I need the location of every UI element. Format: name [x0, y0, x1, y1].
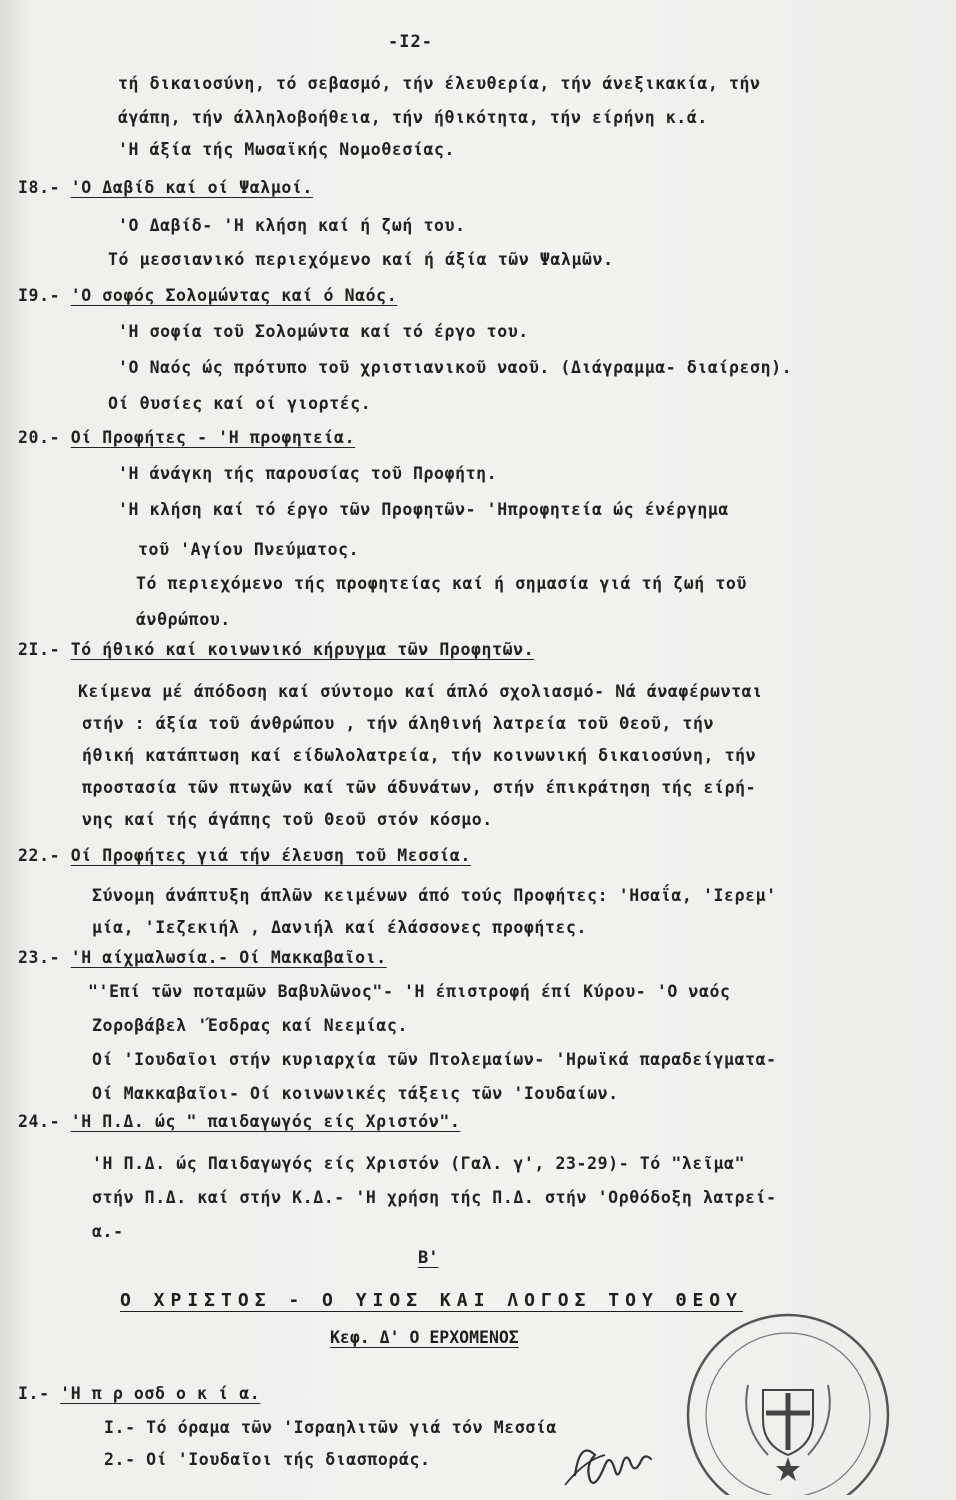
text-line: Τό περιεχόμενο τής προφητείας καί ή σημασία γιά τή ζωή τοῦ: [136, 574, 747, 593]
official-seal: [668, 1305, 938, 1495]
text-line: Ζοροβάβελ 'Έσδρας καί Νεεμίας.: [92, 1016, 409, 1035]
text-line: 'Η άξία τής Μωσαϊκής Νομοθεσίας.: [118, 140, 456, 159]
text-line: άγάπη, τήν άλληλοβοήθεια, τήν ήθικότητα, τήν είρήνη κ.ά.: [118, 108, 708, 127]
text-line: 2.- Οί 'Ιουδαῖοι τής διασποράς.: [104, 1450, 431, 1469]
section-heading-19: I9.- 'Ο σοφός Σολομώντας καί ό Ναός.: [18, 286, 398, 305]
text-line: νης καί τής άγάπης τοῦ Θεοῦ στόν κόσμο.: [82, 810, 493, 829]
section-b-heading: Β': [418, 1248, 439, 1268]
section-heading-18: I8.- 'Ο Δαβίδ καί οί Ψαλμοί.: [18, 178, 313, 197]
text-line: 'Ο Ναός ώς πρότυπο τοῦ χριστιανικοῦ ναοῦ. (Διάγραμμα- διαίρεση).: [118, 358, 793, 377]
text-line: τοῦ 'Αγίου Πνεύματος.: [138, 540, 360, 559]
section-heading-22: 22.- Οί Προφήτες γιά τήν έλευση τοῦ Μεσσία.: [18, 846, 471, 865]
text-line: άνθρώπου.: [136, 610, 231, 629]
section-heading-21: 2I.- Τό ήθικό καί κοινωνικό κήρυγμα τῶν Προφητῶν.: [18, 640, 535, 659]
subsection-heading-1: I.- 'Η π ρ οσδ ο κ ί α.: [18, 1384, 261, 1403]
coat-of-arms-icon: [746, 1385, 830, 1455]
text-line: 'Η Π.Δ. ώς Παιδαγωγός είς Χριστόν (Γαλ. γ', 23-29)- Τό "λεῖμα": [92, 1154, 746, 1173]
text-line: ήθική κατάπτωση καί είδωλολατρεία, τήν κοινωνική δικαιοσύνη, τήν: [82, 746, 757, 765]
text-line: μία, 'Ιεζεκιήλ , Δανιήλ καί έλάσσονες προφήτες.: [92, 918, 588, 937]
text-line: Οί Μακκαβαῖοι- Οί κοινωνικές τάξεις τῶν 'Ιουδαίων.: [92, 1084, 619, 1103]
text-line: 'Ο Δαβίδ- 'Η κλήση καί ή ζωή του.: [118, 216, 466, 235]
signature: [555, 1430, 665, 1500]
section-heading-23: 23.- 'Η αίχμαλωσία.- Οί Μακκαβαῖοι.: [18, 948, 387, 967]
section-heading-24: 24.- 'Η Π.Δ. ώς " παιδαγωγός είς Χριστόν".: [18, 1112, 461, 1131]
text-line: 'Η κλήση καί τό έργο τῶν Προφητῶν- 'Ηπροφητεία ώς ένέργημα: [118, 500, 729, 519]
main-title: Ο ΧΡΙΣΤΟΣ - Ο ΥΙΟΣ ΚΑΙ ΛΟΓΟΣ ΤΟΥ ΘΕΟΥ: [120, 1290, 743, 1311]
text-line: Σύνομη άνάπτυξη άπλῶν κειμένων άπό τούς Προφήτες: 'Ησαΐα, 'Ιερεμ': [92, 886, 777, 905]
page-number: -I2-: [388, 32, 433, 52]
text-line: Οί 'Ιουδαῖοι στήν κυριαρχία τῶν Πτολεμαίων- 'Ηρωϊκά παραδείγματα-: [92, 1050, 777, 1069]
text-line: Κείμενα μέ άπόδοση καί σύντομο καί άπλό σχολιασμό- Νά άναφέρωνται: [78, 682, 763, 701]
text-line: 'Η άνάγκη τής παρουσίας τοῦ Προφήτη.: [118, 464, 498, 483]
text-line: Οί θυσίες καί οί γιορτές.: [108, 394, 372, 413]
text-line: προστασία τῶν πτωχῶν καί τῶν άδυνάτων, στήν έπικράτηση τής είρή-: [82, 778, 757, 797]
text-line: "'Επί τῶν ποταμῶν Βαβυλῶνος"- 'Η έπιστροφή έπί Κύρου- 'Ο ναός: [88, 982, 731, 1001]
text-line: Τό μεσσιανικό περιεχόμενο καί ή άξία τῶν Ψαλμῶν.: [108, 250, 614, 269]
text-line: στήν Π.Δ. καί στήν Κ.Δ.- 'Η χρήση τής Π.Δ. στήν 'Ορθόδοξη λατρεί-: [92, 1188, 777, 1207]
chapter-heading: Κεφ. Δ' Ο ΕΡΧΟΜΕΝΟΣ: [330, 1328, 519, 1347]
text-line: α.-: [92, 1222, 124, 1241]
text-line: 'Η σοφία τοῦ Σολομώντα καί τό έργο του.: [118, 322, 529, 341]
text-line: I.- Τό όραμα τῶν 'Ισραηλιτῶν γιά τόν Μεσσία: [104, 1418, 557, 1437]
text-line: τή δικαιοσύνη, τό σεβασμό, τήν έλευθερία, τήν άνεξικακία, τήν: [118, 74, 761, 93]
section-heading-20: 20.- Οί Προφήτες - 'Η προφητεία.: [18, 428, 356, 447]
text-line: στήν : άξία τοῦ άνθρώπου , τήν άληθινή λατρεία τοῦ Θεοῦ, τήν: [82, 714, 715, 733]
